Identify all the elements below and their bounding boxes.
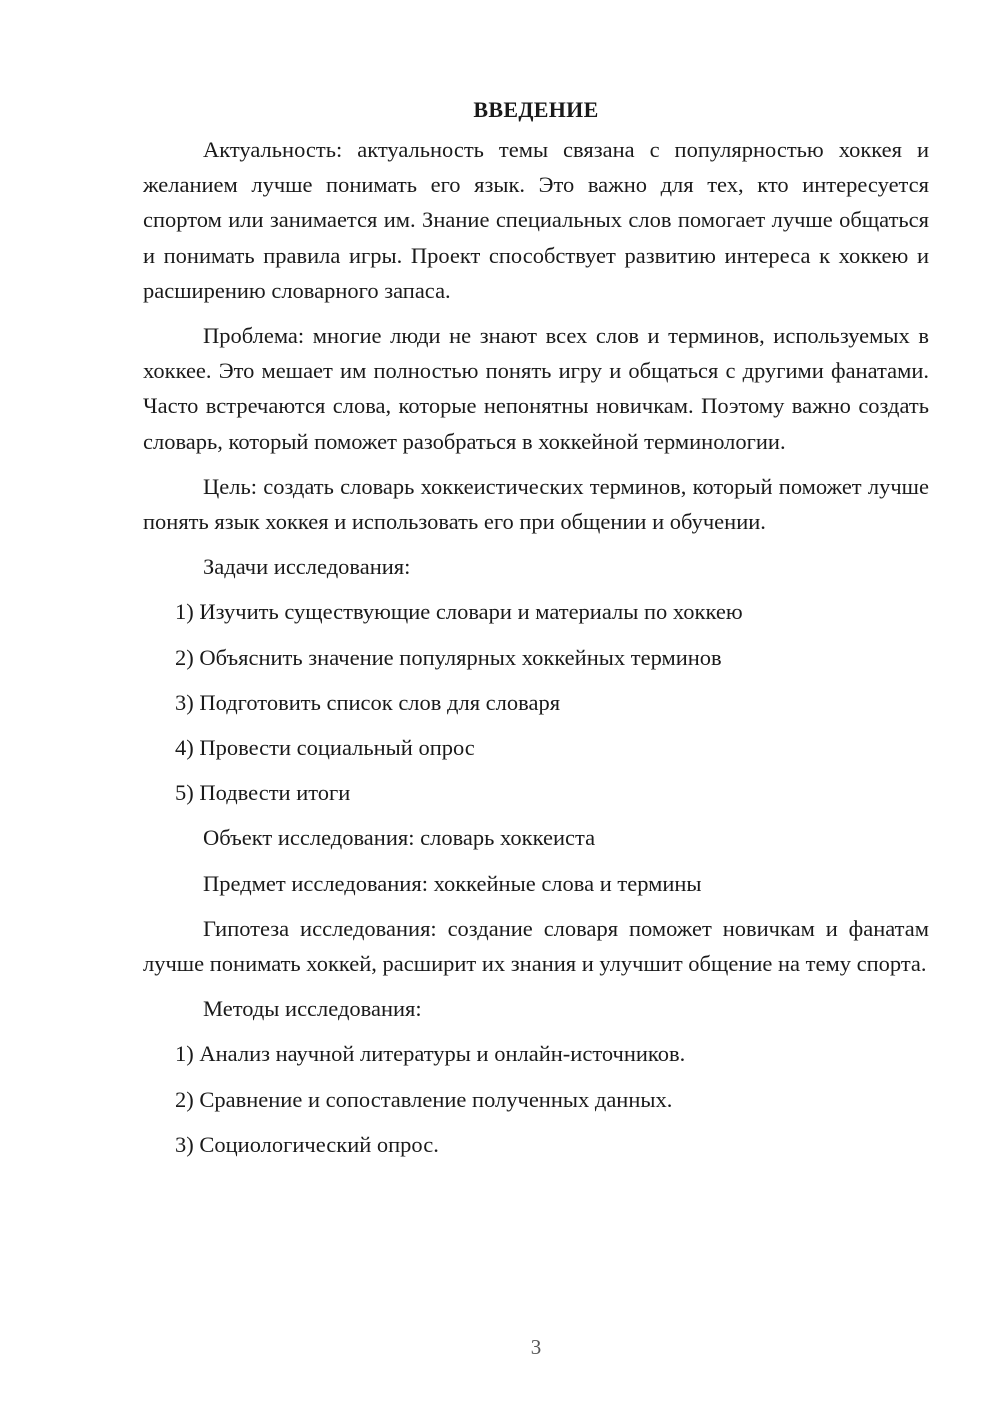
tasks-heading: Задачи исследования: xyxy=(203,554,411,580)
method-item: 2) Сравнение и сопоставление полученных данных. xyxy=(175,1086,673,1112)
task-item: 1) Изучить существующие словари и материалы по хоккею xyxy=(175,599,743,625)
research-object: Объект исследования: словарь хоккеиста xyxy=(203,825,596,851)
task-item: 3) Подготовить список слов для словаря xyxy=(175,689,561,715)
methods-list xyxy=(143,1036,929,1162)
task-item: 4) Провести социальный опрос xyxy=(175,735,475,761)
method-item: 1) Анализ научной литературы и онлайн-источников. xyxy=(175,1041,686,1067)
methods-heading: Методы исследования: xyxy=(203,996,422,1022)
page-number: 3 xyxy=(530,1335,542,1359)
section-title: ВВЕДЕНИЕ xyxy=(473,97,599,122)
problem-paragraph: Проблема: многие люди не знают всех слов и терминов, используемых в хоккее. Это мешает им полностью понять игру и общаться с другими фанатами. Часто встречаются слова, которые непонятны новичкам. Поэтому важно создать словарь, который поможет разобраться в хоккейной терминологии. xyxy=(143,323,929,454)
document-page xyxy=(143,92,929,1172)
tasks-list xyxy=(143,594,929,810)
research-subject: Предмет исследования: хоккейные слова и термины xyxy=(203,870,702,896)
task-item: 2) Объяснить значение популярных хоккейных терминов xyxy=(175,644,722,670)
relevance-paragraph: Актуальность: актуальность темы связана с популярностью хоккея и желанием лучше понимать его язык. Это важно для тех, кто интересуется спортом или занимается им. Знание специальных слов помогает лучше общаться и понимать правила игры. Проект способствует развитию интереса к хоккею и расширению словарного запаса. xyxy=(143,137,929,303)
task-item: 5) Подвести итоги xyxy=(175,780,351,806)
hypothesis-paragraph: Гипотеза исследования: создание словаря поможет новичкам и фанатам лучше понимать хоккей, расширит их знания и улучшит общение на тему спорта. xyxy=(143,915,929,977)
goal-paragraph: Цель: создать словарь хоккеистических терминов, который поможет лучше понять язык хоккея и использовать его при общении и обучении. xyxy=(143,473,929,535)
method-item: 3) Социологический опрос. xyxy=(175,1131,439,1157)
